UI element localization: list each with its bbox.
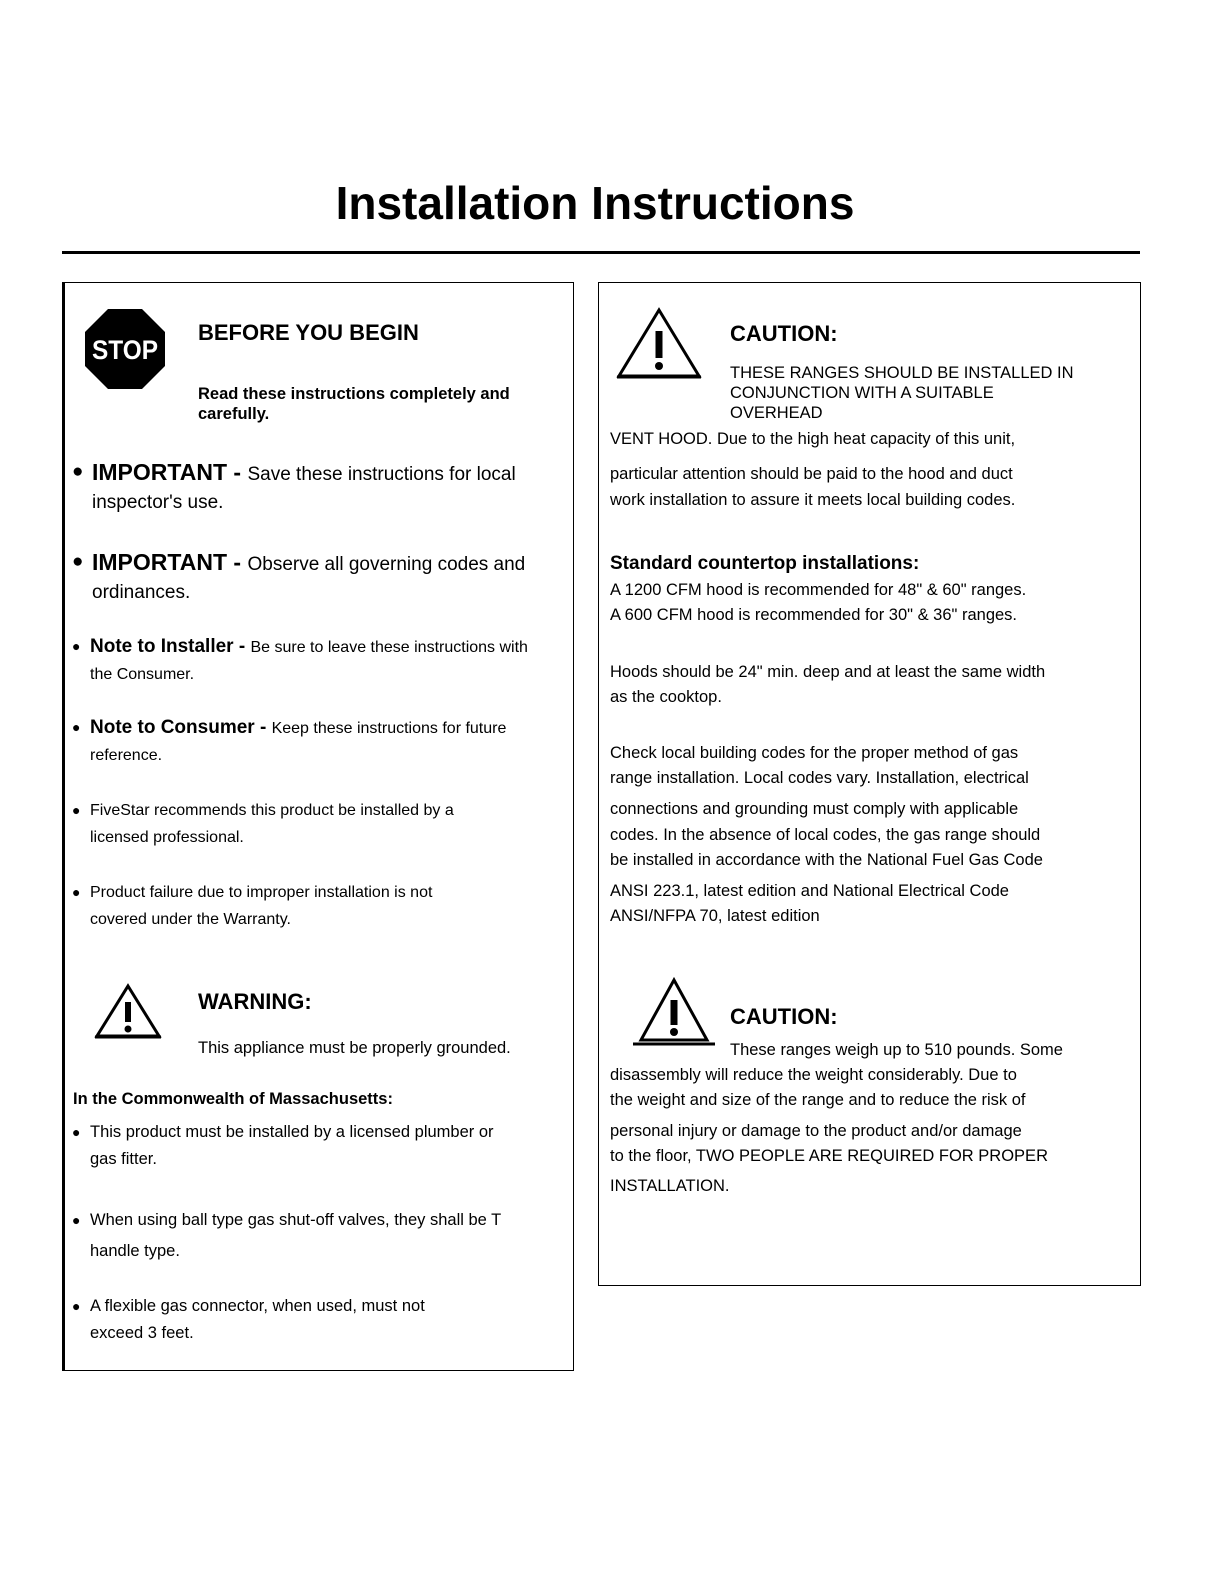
bullet-sep: - bbox=[233, 636, 251, 657]
bullet-lead: IMPORTANT bbox=[92, 459, 228, 485]
caution1-heading: CAUTION: bbox=[730, 321, 838, 346]
caution1-line: particular attention should be paid to the hood and duct bbox=[610, 465, 1013, 483]
bullet-lead: Note to Installer bbox=[90, 636, 234, 657]
bullet-text: This product must be installed by a licensed plumber or gas fitter. bbox=[90, 1123, 494, 1168]
bullet-text: Be sure to leave these instructions with the Consumer. bbox=[90, 639, 528, 683]
codes-line: ANSI/NFPA 70, latest edition bbox=[610, 907, 820, 925]
warning-heading: WARNING: bbox=[198, 989, 312, 1014]
caution1-lines bbox=[730, 363, 1074, 423]
mass-item-plumber: ● This product must be installed by a licensed plumber or gas fitter. bbox=[72, 1119, 522, 1173]
caution2-line: to the floor, TWO PEOPLE ARE REQUIRED FOR PROPER bbox=[610, 1147, 1048, 1165]
mass-item-valves: ● When using ball type gas shut-off valves, they shall be T handle type. bbox=[72, 1205, 512, 1267]
caution2-heading: CAUTION: bbox=[730, 1004, 838, 1029]
page-title: Installation Instructions bbox=[335, 177, 855, 229]
before-heading: BEFORE YOU BEGIN bbox=[198, 320, 419, 345]
bullet-sep: - bbox=[254, 717, 272, 738]
mass-item-connector: ● A flexible gas connector, when used, must not exceed 3 feet. bbox=[72, 1293, 472, 1347]
bullet-sep: - bbox=[227, 459, 248, 485]
caution1-line: THESE RANGES SHOULD BE INSTALLED IN bbox=[730, 364, 1074, 382]
codes-line: range installation. Local codes vary. Installation, electrical bbox=[610, 769, 1029, 787]
bullet-text: When using ball type gas shut-off valves, they shall be T handle type. bbox=[90, 1211, 501, 1260]
caution2-line: disassembly will reduce the weight considerably. Due to bbox=[610, 1066, 1017, 1084]
stop-sign-icon bbox=[83, 307, 167, 391]
codes-line: connections and grounding must comply with applicable bbox=[610, 800, 1019, 818]
hoods-line: as the cooktop. bbox=[610, 688, 722, 706]
bullet-note-installer: ● Note to Installer - Be sure to leave these instructions with the Consumer. bbox=[72, 636, 528, 683]
caution1-line: VENT HOOD. Due to the high heat capacity of this unit, bbox=[610, 430, 1016, 448]
standard-line: A 1200 CFM hood is recommended for 48" & 60" ranges. bbox=[610, 581, 1027, 599]
standard-heading: Standard countertop installations: bbox=[610, 553, 920, 574]
before-text: Read these instructions completely and carefully. bbox=[198, 385, 510, 423]
bullet-important-2: ● IMPORTANT - Observe all governing codes and ordinances. bbox=[72, 549, 526, 603]
bullet-note-consumer: ● Note to Consumer - Keep these instructions for future reference. bbox=[72, 717, 507, 764]
codes-line: ANSI 223.1, latest edition and National Electrical Code bbox=[610, 882, 1009, 900]
bullet-text: Observe all governing codes and ordinances. bbox=[92, 554, 526, 603]
codes-line: be installed in accordance with the National Fuel Gas Code bbox=[610, 851, 1043, 869]
caution2-line: personal injury or damage to the product and/or damage bbox=[610, 1122, 1022, 1140]
codes-line: codes. In the absence of local codes, the gas range should bbox=[610, 826, 1041, 844]
caution-triangle-icon bbox=[633, 976, 715, 1048]
bullet-text: A flexible gas connector, when used, must not exceed 3 feet. bbox=[90, 1297, 425, 1342]
massachusetts-heading: In the Commonwealth of Massachusetts: bbox=[73, 1090, 393, 1108]
bullet-lead: IMPORTANT bbox=[92, 549, 228, 575]
bullet-text: FiveStar recommends this product be installed by a licensed professional. bbox=[90, 802, 454, 846]
title-rule bbox=[62, 251, 1140, 254]
hoods-line: Hoods should be 24" min. deep and at least the same width bbox=[610, 663, 1046, 681]
bullet-fivestar: ● FiveStar recommends this product be installed by a licensed professional. bbox=[72, 797, 512, 851]
warning-triangle-icon bbox=[93, 982, 163, 1040]
caution1-line: CONJUNCTION WITH A SUITABLE bbox=[730, 384, 994, 402]
caution1-line: work installation to assure it meets local building codes. bbox=[610, 491, 1016, 509]
stop-sign-text: STOP bbox=[92, 335, 158, 365]
caution1-line: OVERHEAD bbox=[730, 404, 823, 422]
caution2-line: These ranges weigh up to 510 pounds. Some bbox=[730, 1041, 1063, 1059]
bullet-sep: - bbox=[227, 549, 248, 575]
caution2-line: INSTALLATION. bbox=[610, 1177, 730, 1195]
bullet-important-1: ● IMPORTANT - Save these instructions for local inspector's use. bbox=[72, 459, 516, 513]
bullet-lead: Note to Consumer bbox=[90, 717, 255, 738]
bullet-text: Save these instructions for local inspector's use. bbox=[92, 464, 516, 513]
warning-text: This appliance must be properly grounded. bbox=[198, 1039, 511, 1057]
caution2-line: the weight and size of the range and to reduce the risk of bbox=[610, 1091, 1026, 1109]
bullet-warranty: ● Product failure due to improper installation is not covered under the Warranty. bbox=[72, 879, 492, 933]
bullet-text: Product failure due to improper installation is not covered under the Warranty. bbox=[90, 884, 433, 928]
caution-triangle-icon bbox=[615, 306, 703, 380]
standard-line: A 600 CFM hood is recommended for 30" & 36" ranges. bbox=[610, 606, 1018, 624]
codes-line: Check local building codes for the proper method of gas bbox=[610, 744, 1019, 762]
bullet-text: Keep these instructions for future reference. bbox=[90, 720, 507, 764]
